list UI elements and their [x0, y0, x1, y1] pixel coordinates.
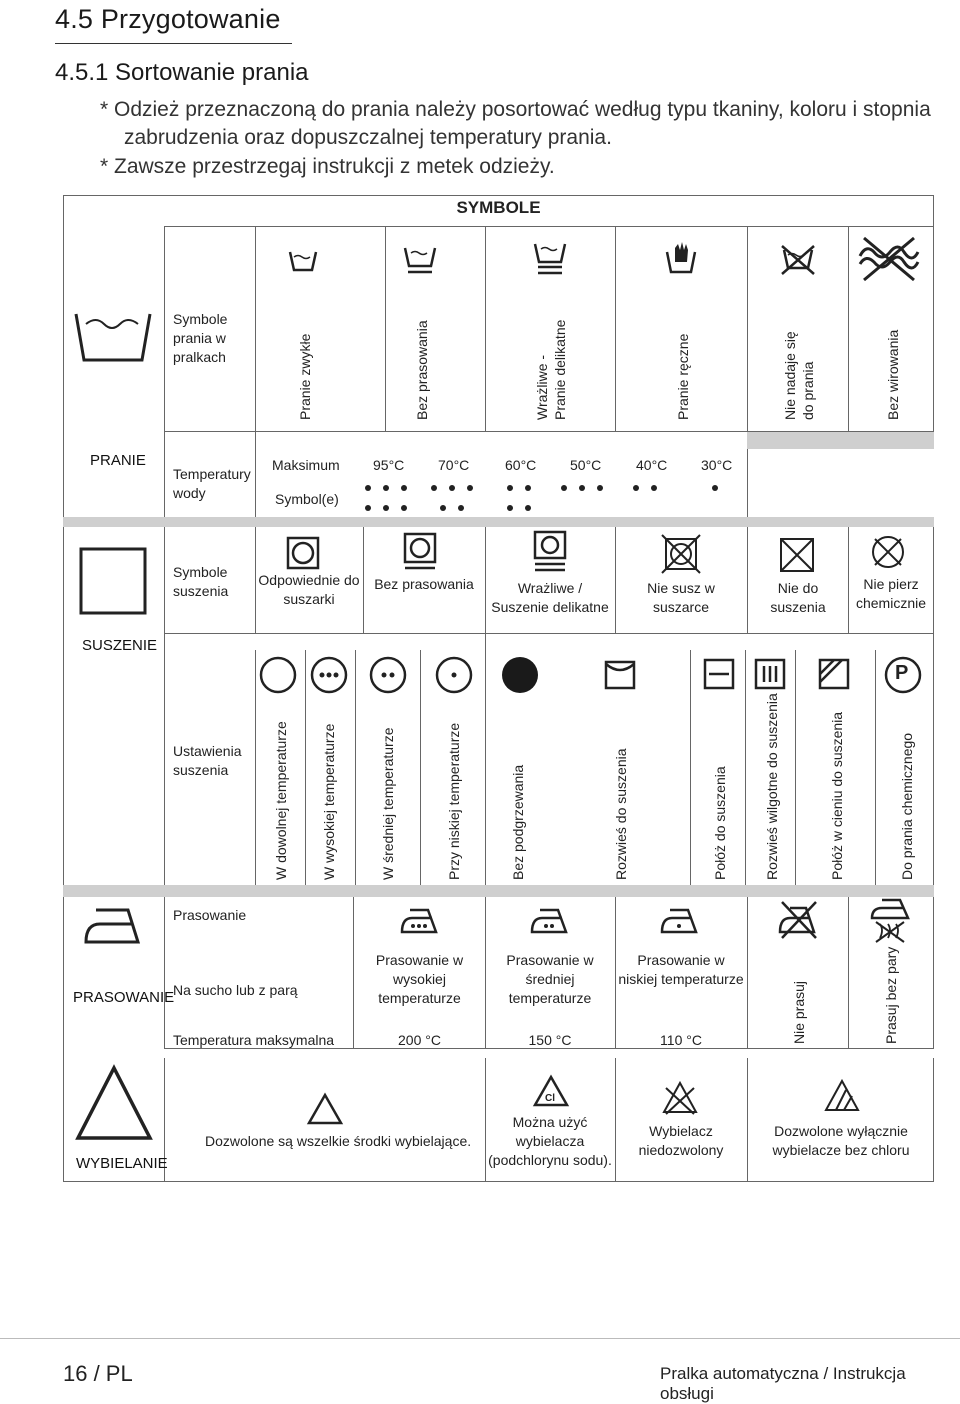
suszenie-section-label: SUSZENIE [82, 637, 158, 654]
dry-or-steam-label: Na sucho lub z parą [173, 982, 298, 998]
dry-square-icon [78, 546, 148, 616]
ironing-label: Prasowanie [173, 907, 247, 923]
symbols-header-rule [164, 226, 934, 227]
section-title: 4.5 Przygotowanie [55, 4, 281, 34]
no-iron-label: Nie prasuj [791, 980, 807, 1044]
max-temp-label: Maksimum [272, 457, 340, 473]
wybielanie-section-label: WYBIELANIE [76, 1155, 168, 1172]
no-bleach-icon [660, 1080, 700, 1116]
bullet-1-cont: zabrudzenia oraz dopuszczalnej temperatury prania. [124, 126, 612, 149]
title-underline [55, 43, 292, 44]
prasowanie-section-label: PRASOWANIE [73, 989, 175, 1006]
dry-col-no-iron: Bez prasowania [374, 576, 474, 592]
dry-col-no-tumble: Nie susz w suszarce [647, 580, 715, 615]
do-not-tumble-dry-icon [660, 533, 702, 575]
non-chlorine-bleach-icon [822, 1078, 862, 1114]
iron-high-icon [400, 906, 440, 936]
no-bleach-label: Wybielacz niedozwolony [638, 1123, 724, 1158]
table-border-bottom [63, 1181, 934, 1182]
hand-wash-icon [665, 240, 697, 276]
temperature-dots [360, 480, 730, 516]
pranie-symbols-label: Symbole prania w pralkach [173, 311, 228, 365]
any-bleach-label: Dozwolone są wszelkie środki wybielające. [205, 1133, 472, 1149]
temp-50: 50°C [570, 457, 602, 473]
table-border-top [63, 195, 934, 196]
dry-flat-in-shade: Połóż w cieniu do suszenia [829, 711, 845, 880]
dry-cleaning: Do prania chemicznego [899, 732, 915, 880]
do-not-iron-icon [776, 900, 820, 940]
max-temp-ironing-label: Temperatura maksymalna [173, 1032, 335, 1048]
delicate-wash-icon [533, 240, 567, 276]
do-not-wring-icon [852, 236, 926, 282]
no-steam-label: Prasuj bez pary [883, 946, 899, 1044]
dry-flat: Połóż do suszenia [712, 766, 728, 880]
col-do-not-wash: Nie nadaje się do prania [782, 331, 816, 420]
bullet-2: * Zawsze przestrzegaj instrukcji z metek odzieży. [100, 155, 555, 178]
pranie-left-divider [164, 226, 165, 518]
permanent-press-wash-icon [403, 244, 437, 276]
temp-30: 30°C [701, 457, 733, 473]
drying-settings-label: Ustawienia suszenia [173, 743, 242, 778]
normal-wash-icon [288, 248, 318, 272]
chlorine-bleach-label: Można użyć wybielacza (podchlorynu sodu). [488, 1114, 612, 1168]
iron-temp-200: 200 °C [398, 1032, 441, 1048]
bleach-triangle-icon [72, 1062, 156, 1146]
bullet-1: * Odzież przeznaczoną do prania należy posortować według typu tkaniny, koloru i stopnia [100, 98, 931, 121]
dry-col-no-dry-clean: Nie pierz chemicznie [855, 576, 927, 611]
table-border-left [63, 195, 64, 1182]
symbols-title: SYMBOLE [456, 198, 541, 217]
dry-low-temp: Przy niskiej temperaturze [446, 722, 462, 880]
drying-settings-icons [256, 654, 936, 696]
any-bleach-icon [306, 1092, 344, 1126]
col-normal-wash: Pranie zwykłe [297, 333, 313, 420]
iron-without-steam-icon [866, 896, 916, 944]
water-temp-label: Temperatury wody [173, 466, 251, 501]
temp-40: 40°C [636, 457, 668, 473]
non-chlorine-bleach-label: Dozwolone wyłącznie wybielacze bez chloru [772, 1123, 910, 1158]
tumble-dry-icon [286, 536, 320, 570]
table-border-right-top [933, 195, 934, 431]
grey-separator-1 [63, 517, 934, 527]
iron-low-icon [660, 906, 700, 936]
col-no-spin: Bez wirowania [885, 329, 901, 420]
dry-any-temp: W dowolnej temperaturze [273, 721, 289, 880]
do-not-wash-icon [778, 244, 818, 276]
temp-95: 95°C [373, 457, 405, 473]
footer-rule [0, 1338, 960, 1339]
iron-low-label: Prasowanie w niskiej temperaturze [618, 952, 744, 987]
iron-medium-label: Prasowanie w średniej temperaturze [506, 952, 594, 1006]
dry-medium-temp: W średniej temperaturze [380, 727, 396, 880]
tumble-dry-permanent-press-icon [403, 532, 437, 572]
dry-high-temp: W wysokiej temperaturze [321, 723, 337, 880]
subsection-title: 4.5.1 Sortowanie prania [55, 59, 309, 86]
grey-separator-2 [63, 885, 934, 897]
col-delicate-wash: Wrażliwe - Pranie delikatne [534, 319, 568, 420]
iron-temp-150: 150 °C [528, 1032, 572, 1048]
iron-medium-icon [530, 906, 570, 936]
drying-symbols-label: Symbole suszenia [173, 564, 229, 599]
document-title: Pralka automatyczna / Instrukcja obsługi [660, 1364, 906, 1403]
drip-dry: Rozwieś wilgotne do suszenia [764, 693, 780, 880]
iron-high-label: Prasowanie w wysokiej temperaturze [375, 952, 464, 1006]
tumble-dry-delicate-icon [533, 530, 567, 574]
dry-col-do-not-dry: Nie do suszenia [770, 580, 826, 615]
line-dry: Rozwieś do suszenia [613, 748, 629, 880]
temp-60: 60°C [505, 457, 537, 473]
pranie-section-label: PRANIE [90, 452, 146, 469]
dry-col-delicate: Wrażliwe / Suszenie delikatne [491, 580, 609, 615]
dry-no-heat: Bez podgrzewania [510, 764, 526, 880]
col-permanent-press: Bez prasowania [414, 320, 430, 420]
iron-icon [82, 902, 146, 948]
temp-70: 70°C [438, 457, 470, 473]
col-hand-wash: Pranie ręczne [675, 333, 691, 420]
symbols-row-label: Symbol(e) [275, 491, 339, 507]
dry-clean-p-icon: P [895, 662, 909, 684]
grey-bar [747, 431, 934, 449]
wash-tub-icon [70, 304, 156, 366]
iron-temp-110: 110 °C [660, 1032, 702, 1048]
do-not-dry-clean-icon [868, 532, 908, 572]
do-not-dry-icon [777, 535, 817, 575]
dry-col-tumble: Odpowiednie do suszarki [258, 572, 360, 607]
pranie-label-divider [255, 226, 256, 518]
chlorine-symbol: Cl [545, 1093, 555, 1104]
page-number: 16 / PL [63, 1361, 133, 1386]
